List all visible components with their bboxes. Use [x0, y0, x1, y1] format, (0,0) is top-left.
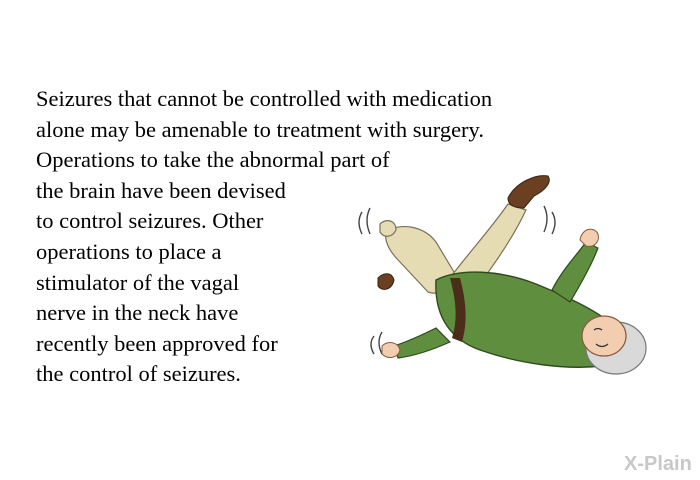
- logo-text: X-Plain: [624, 453, 692, 475]
- man-having-seizure-illustration: [340, 160, 670, 400]
- body-text-line: recently been approved for: [36, 330, 278, 356]
- right-shoe: [508, 176, 549, 208]
- left-shoe: [378, 274, 394, 290]
- x-plain-logo: [624, 448, 700, 476]
- body-text-line: the control of seizures.: [36, 361, 241, 387]
- shirt-raised-arm: [552, 242, 598, 302]
- body-text-line: Seizures that cannot be controlled with medication: [36, 86, 493, 111]
- body-text-line: stimulator of the vagal: [36, 269, 240, 295]
- face: [582, 316, 626, 356]
- body-text-line: nerve in the neck have: [36, 300, 239, 326]
- back-leg-foot: [380, 221, 396, 237]
- raised-fist: [580, 229, 598, 246]
- shirt-lower-arm: [394, 328, 450, 358]
- body-text-line: the brain have been devised: [36, 177, 286, 203]
- left-hand: [382, 343, 400, 358]
- body-text-line: alone may be amenable to treatment with surgery.: [36, 116, 484, 142]
- body-text-line: operations to place a: [36, 238, 222, 264]
- body-text-line: Operations to take the abnormal part of: [36, 147, 390, 173]
- body-text-line: to control seizures. Other: [36, 208, 264, 234]
